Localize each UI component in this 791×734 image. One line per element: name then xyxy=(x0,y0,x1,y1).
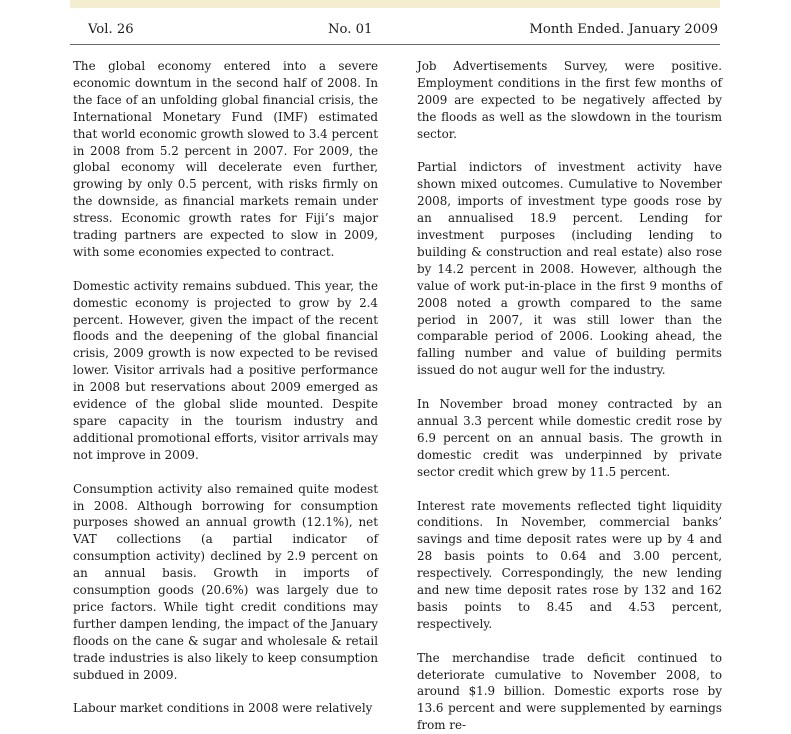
paragraph-consumption: Consumption activity also remained quite modest in 2008. Although borrowing for consumption purposes showed an annual growth (12.1%), net VAT collections (a partial indicator of consumption activity) declined by 2.9 percent on an annual basis. Growth in imports of consumption goods (20.6%) was largely due to price factors. While tight credit conditions may further dampen lending, the impact of the January floods on the cane & sugar and wholesale & retail trade industries is also likely to keep consumption subdued in 2009. xyxy=(73,481,378,682)
paragraph-interest-rates: Interest rate movements reflected tight liquidity conditions. In November, commercial banks’ savings and time deposit rates were up by 4 and 28 basis points to 0.64 and 3.00 percent, respectively. Correspondingly, the new lending and new time deposit rates rose by 132 and 162 basis points to 8.45 and 4.53 percent, respectively. xyxy=(417,498,722,631)
paragraph-labour-market: Labour market conditions in 2008 were relatively xyxy=(73,701,373,716)
period-label: Month Ended. January 2009 xyxy=(529,22,718,37)
issue-number: No. 01 xyxy=(328,22,373,37)
right-column xyxy=(417,58,722,734)
header-decoration-band xyxy=(70,0,720,8)
paragraph-global-economy: The global economy entered into a severe economic downtum in the second half of 2008. In the face of an unfolding global financial crisis, the International Monetary Fund (IMF) estimated that world economic growth slowed to 3.4 percent in 2008 from 5.2 percent in 2007. For 2009, the global economy will decelerate even further, growing by only 0.5 percent, with risks firmly on the downside, as financial markets remain under stress. Economic growth rates for Fiji’s major trading partners are expected to slow in 2009, with some economies expected to contract. xyxy=(73,59,378,259)
paragraph-broad-money: In November broad money contracted by an annual 3.3 percent while domestic credit rose by 6.9 percent on an annual basis. The growth in domestic credit was underpinned by private sector credit which grew by 11.5 percent. xyxy=(417,397,722,479)
paragraph-investment: Partial indictors of investment activity have shown mixed outcomes. Cumulative to November 2008, imports of investment type goods rose by an annualised 18.9 percent. Lending for investment purposes (including lending to building & construction and real estate) also rose by 14.2 percent in 2008. However, although the value of work put-in-place in the first 9 months of 2008 noted a growth compared to the same period in 2007, it was still lower than the comparable period of 2006. Looking ahead, the falling number and value of building permits issued do not augur well for the industry. xyxy=(417,160,722,378)
paragraph-trade-deficit: The merchandise trade deficit continued to deteriorate cumulative to November 2008, to around $1.9 billion. Domestic exports rose by 13.6 percent and were supplemented by earnings from re- xyxy=(417,650,722,733)
header-rule xyxy=(70,44,720,45)
page-header xyxy=(88,21,718,43)
volume-label: Vol. 26 xyxy=(88,22,134,37)
paragraph-domestic-activity: Domestic activity remains subdued. This year, the domestic economy is projected to grow by 2.4 percent. However, given the impact of the recent floods and the deepening of the global financial crisis, 2009 growth is now expected to be revised lower. Visitor arrivals had a positive performance in 2008 but reservations about 2009 emerged as evidence of the global slide mounted. Despite spare capacity in the tourism industry and additional promotional efforts, visitor arrivals may not improve in 2009. xyxy=(73,278,378,462)
paragraph-employment: Job Advertisements Survey, were positive. Employment conditions in the first few months of 2009 are expected to be negatively affected by the floods as well as the slowdown in the tourism sector. xyxy=(417,59,722,141)
left-column xyxy=(73,58,378,717)
